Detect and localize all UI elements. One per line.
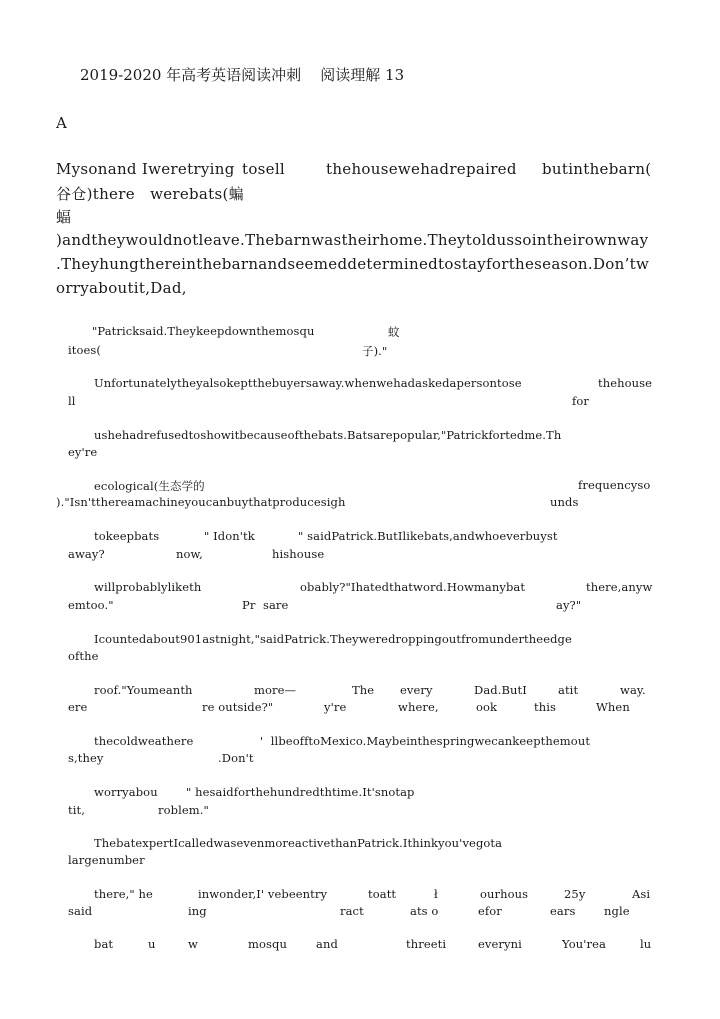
para-8-line-a-4: every [400, 683, 433, 697]
para-12-line-b-6: ears [550, 904, 576, 918]
para-2-line-a: Unfortunatelytheyalsokeptthebuyersaway.whenwehadaskedapersontose [94, 376, 522, 390]
para-13-word-1: bat [94, 937, 114, 951]
para-4-line-b2: unds [550, 495, 579, 509]
para-12-line-b-3: ract [340, 904, 364, 918]
para-8-line-a-3: The [352, 683, 375, 697]
para-13-word-3: w [188, 937, 198, 951]
para-12-line-a-3: toatt [368, 887, 397, 901]
para-13-word-9: lu [640, 937, 652, 951]
para-6-line-b3: ay?" [556, 598, 582, 612]
para-3-line-b: ey're [68, 445, 98, 459]
para-10-line-a2: " hesaidforthehundredthtime.It'snotap [186, 785, 415, 799]
para-12-line-a-2: inwonder,I' vebeentry [198, 887, 328, 901]
para-8-line-a-6: atit [558, 683, 579, 697]
section-label: A [56, 114, 67, 132]
para-11-line-b: largenumber [68, 853, 145, 867]
para-5-line-a: tokeepbats [94, 529, 160, 543]
para-8-line-b-5: ook [476, 700, 498, 714]
para-1-line-a: "Patricksaid.Theykeepdownthemosqu [92, 324, 315, 338]
para-8-line-b-4: where, [398, 700, 439, 714]
para-5-line-b2: now, [176, 547, 203, 561]
para-11-line-a: ThebatexpertIcalledwasevenmoreactivethanPatrick.Ithinkyou'vegota [94, 836, 503, 850]
para-13-word-7: everyni [478, 937, 522, 951]
para-5-line-b3: hishouse [272, 547, 325, 561]
para-6-line-a: willprobablyliketh [94, 580, 202, 594]
para-9-line-a2: ' llbeofftoMexico.Maybeinthespringwecankeepthemout [260, 734, 591, 748]
para-4-line-b: )."Isn'tthereamachineyoucanbuythatproducesigh [56, 495, 346, 509]
intro-line-1a: Mysonand Iweretrying [56, 160, 235, 178]
para-12-line-a-4: ł [434, 887, 438, 901]
para-6-line-a2: obably?"Ihatedthatword.Howmanybat [300, 580, 526, 594]
para-12-line-a-5: ourhous [480, 887, 529, 901]
intro-line-1b: tosell [242, 160, 286, 178]
para-1-line-b2: 子)." [362, 344, 388, 358]
para-8-line-b-1: ere [68, 700, 88, 714]
para-1-line-b: itoes( [68, 343, 102, 357]
para-5-line-b: away? [68, 547, 105, 561]
para-8-line-b-7: When [596, 700, 630, 714]
para-13-word-2: u [148, 937, 156, 951]
para-4-line-a2: frequencyso [578, 478, 651, 492]
para-8-line-a-5: Dad.ButI [474, 683, 527, 697]
para-10-line-b2: roblem." [158, 803, 209, 817]
para-2-line-a2: thehouse [598, 376, 653, 390]
para-2-line-b: ll [68, 394, 76, 408]
para-12-line-b-5: efor [478, 904, 502, 918]
para-13-word-4: mosqu [248, 937, 287, 951]
para-8-line-a-7: way. [620, 683, 646, 697]
para-13-word-6: threeti [406, 937, 447, 951]
para-6-line-a3: there,anyw [586, 580, 653, 594]
intro-line-2: 谷仓)there werebats(蝙 [56, 185, 244, 203]
para-6-line-b: emtoo." [68, 598, 114, 612]
para-12-line-a-1: there," he [94, 887, 153, 901]
para-8-line-a-1: roof."Youmeanth [94, 683, 193, 697]
para-12-line-a-7: Asi [632, 887, 651, 901]
para-12-line-b-7: ngle [604, 904, 630, 918]
para-9-line-b2: .Don't [218, 751, 254, 765]
para-8-line-b-2: re outside?" [202, 700, 274, 714]
intro-line-1c: thehousewehadrepaired [326, 160, 517, 178]
para-1-line-a2: 蚊 [388, 325, 400, 339]
para-9-line-a: thecoldweathere [94, 734, 194, 748]
para-12-line-b-1: said [68, 904, 93, 918]
para-12-line-b-4: ats o [410, 904, 439, 918]
para-9-line-b: s,they [68, 751, 104, 765]
para-8-line-a-2: more— [254, 683, 297, 697]
para-8-line-b-3: y're [324, 700, 347, 714]
para-10-line-b: tit, [68, 803, 85, 817]
para-8-line-b-6: this [534, 700, 557, 714]
para-3-line-a: ushehadrefusedtoshowitbecauseofthebats.Batsarepopular,"Patrickfortedme.Th [94, 428, 562, 442]
intro-line-5: .Theyhungthereinthebarnandseemeddeterminedtostayfortheseason.Don’tw [56, 255, 650, 273]
para-5-line-a2: " Idon'tk [204, 529, 255, 543]
para-13-word-8: You'rea [562, 937, 606, 951]
para-6-line-b2: Pr sare [242, 598, 289, 612]
para-2-line-b2: for [572, 394, 589, 408]
intro-line-4: )andtheywouldnotleave.Thebarnwastheirhome.Theytoldussointheirownway [56, 231, 649, 249]
para-7-line-a: Icountedabout901astnight,"saidPatrick.Theyweredroppingoutfromundertheedge [94, 632, 572, 646]
para-4-line-a: ecological(生态学的 [94, 479, 205, 493]
para-10-line-a: worryabou [94, 785, 158, 799]
intro-line-6: orryaboutit,Dad, [56, 279, 187, 297]
intro-line-1d: butinthebarn( [542, 160, 652, 178]
page-title: 2019-2020 年高考英语阅读冲刺 阅读理解 13 [80, 66, 405, 84]
para-13-word-5: and [316, 937, 338, 951]
para-7-line-b: ofthe [68, 649, 99, 663]
para-5-line-a3: " saidPatrick.ButIlikebats,andwhoeverbuyst [298, 529, 558, 543]
intro-line-3: 蝠 [56, 208, 72, 226]
para-12-line-b-2: ing [188, 904, 207, 918]
para-12-line-a-6: 25y [564, 887, 586, 901]
